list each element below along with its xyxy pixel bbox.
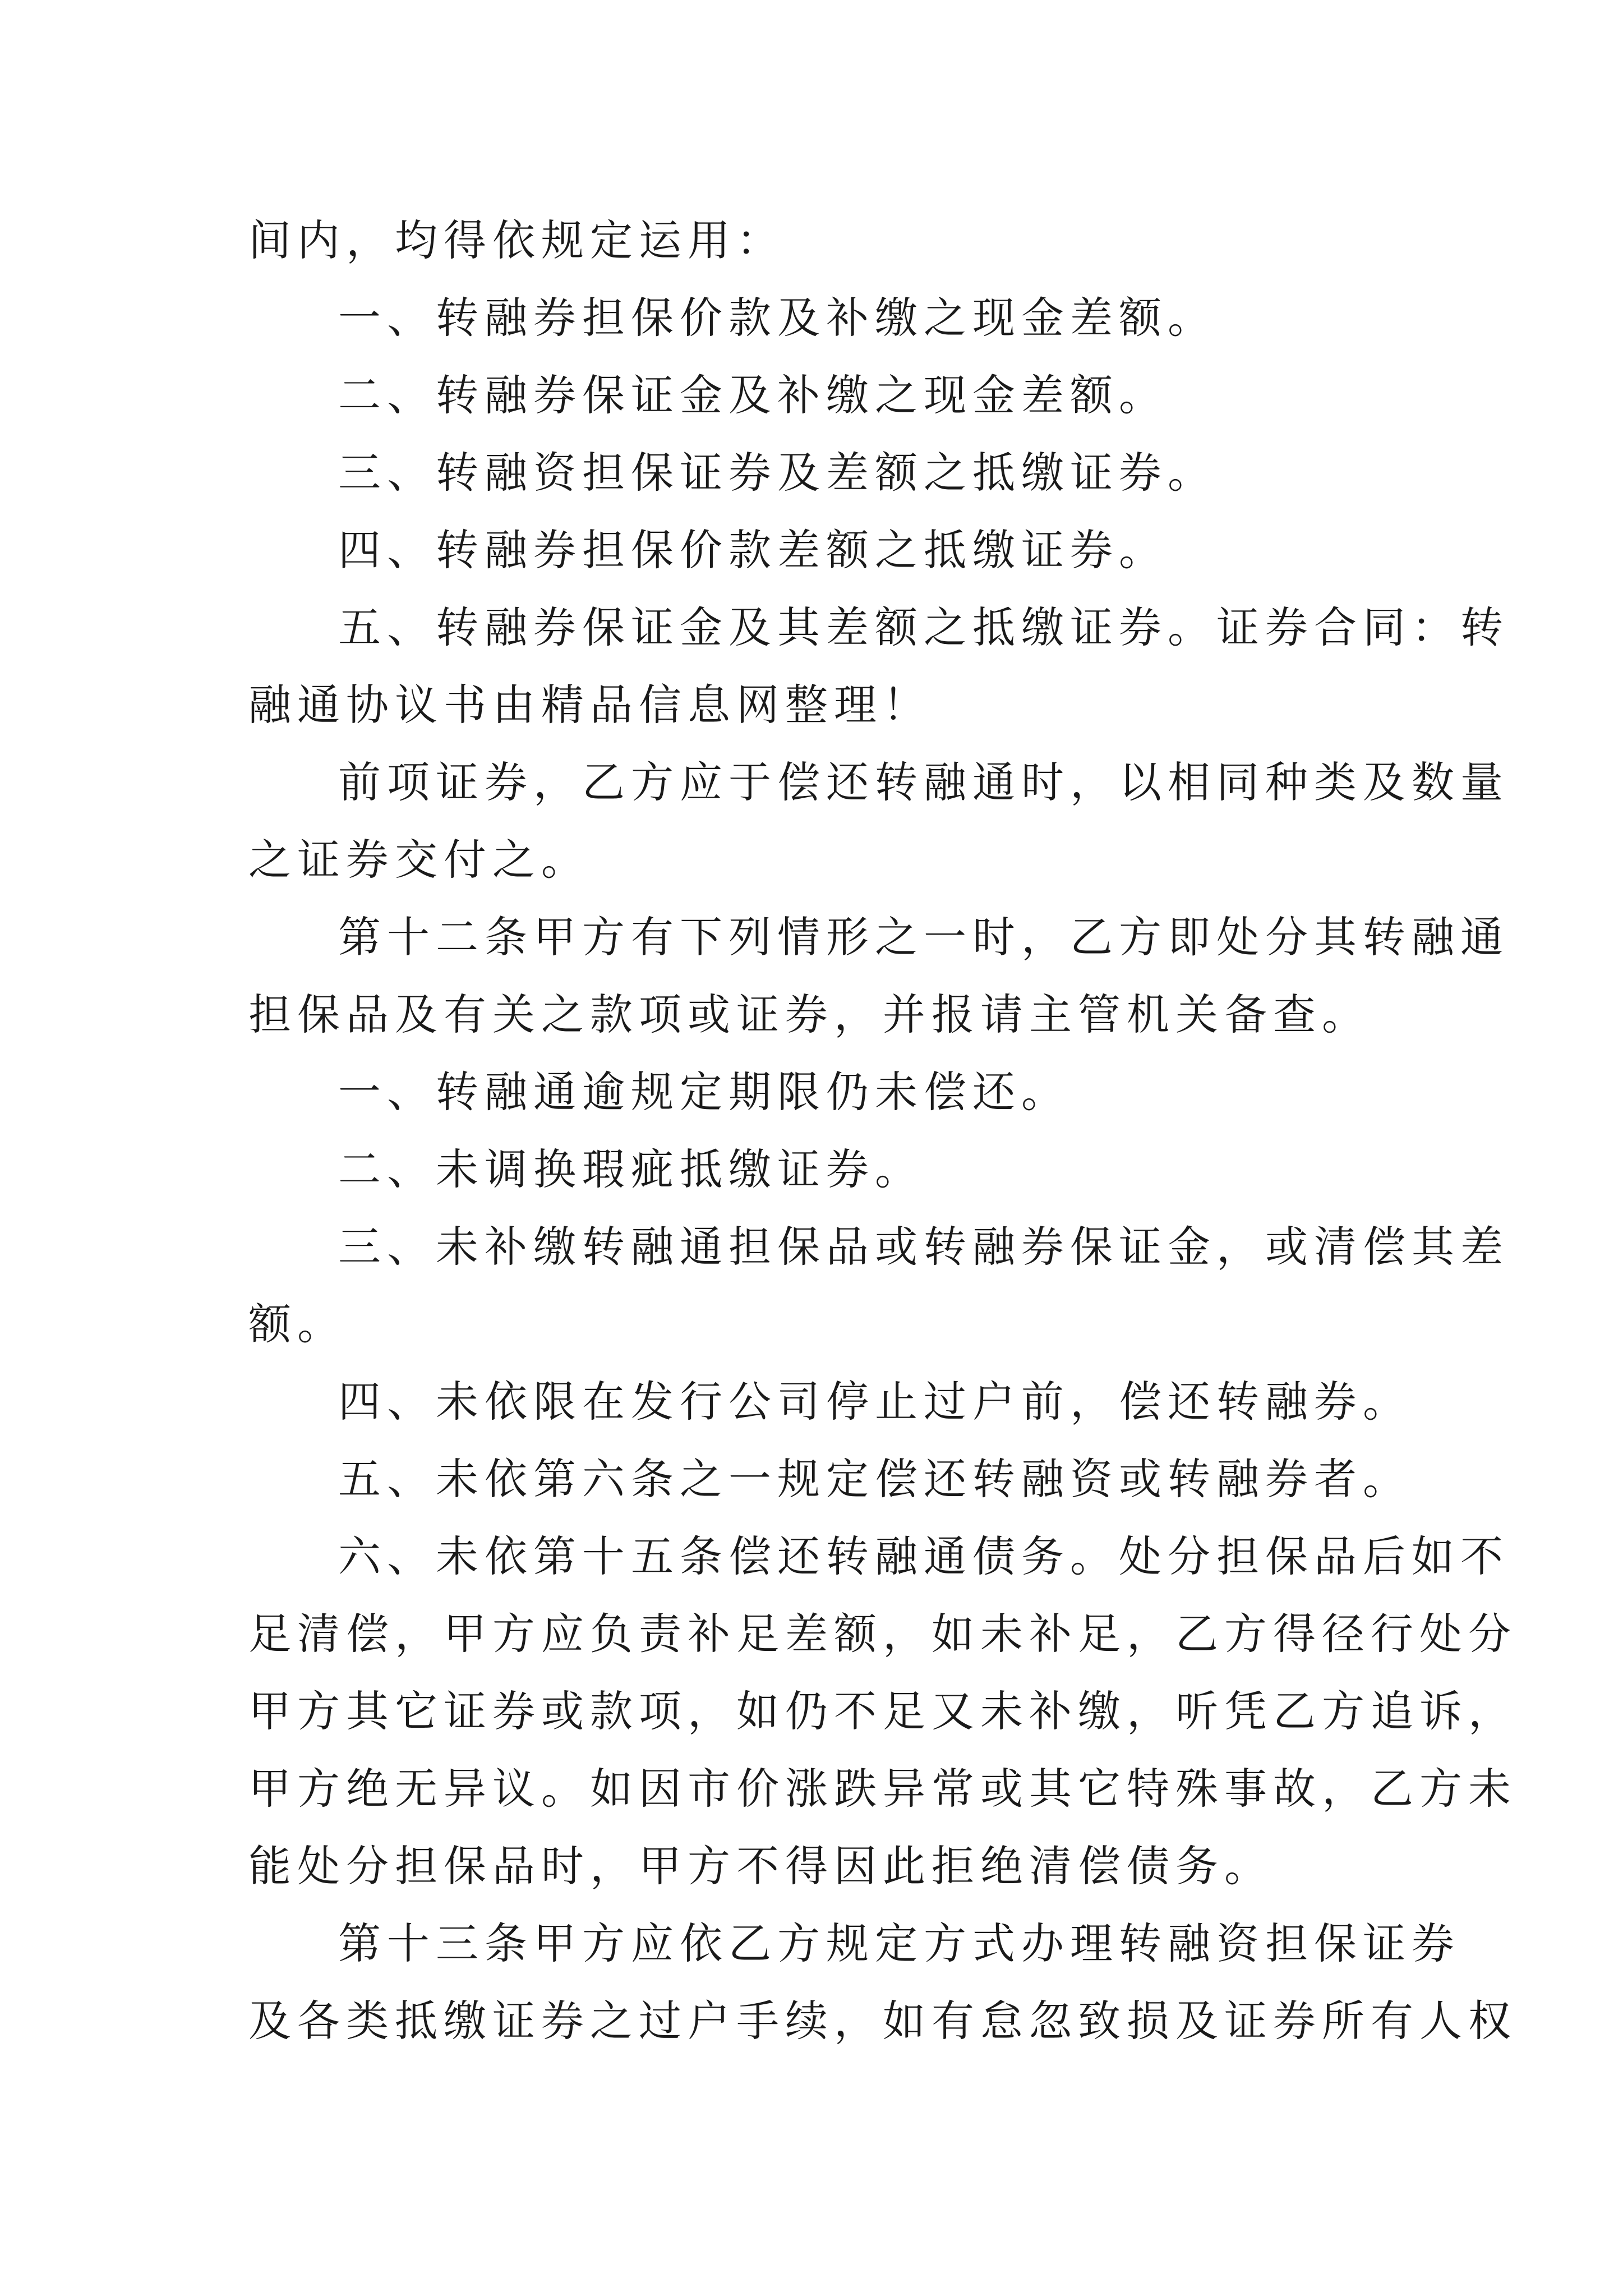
text-line: 足清偿，甲方应负责补足差额，如未补足，乙方得径行处分 [248,1609,1517,1659]
text-line: 五、转融券保证金及其差额之抵缴证券。证券合同：转 [338,602,1509,652]
text-line: 二、未调换瑕疵抵缴证券。 [338,1144,924,1194]
document-body [248,202,1517,2060]
text-line: 及各类抵缴证券之过户手续，如有怠忽致损及证券所有人权 [248,1996,1517,2046]
text-line: 四、未依限在发行公司停止过户前，偿还转融券。 [338,1377,1412,1427]
text-line: 三、未补缴转融通担保品或转融券保证金，或清偿其差 [338,1222,1509,1272]
text-line: 二、转融券保证金及补缴之现金差额。 [338,370,1168,420]
text-line: 间内，均得依规定运用： [248,215,785,265]
text-line: 之证券交付之。 [248,835,590,885]
text-line: 甲方其它证券或款项，如仍不足又未补缴，听凭乙方追诉， [248,1686,1517,1736]
text-line: 五、未依第六条之一规定偿还转融资或转融券者。 [338,1454,1412,1504]
text-line: 一、转融通逾规定期限仍未偿还。 [338,1067,1070,1117]
text-line: 能处分担保品时，甲方不得因此拒绝清偿债务。 [248,1841,1273,1891]
text-line: 第十三条甲方应依乙方规定方式办理转融资担保证券 [338,1918,1460,1968]
text-line: 第十二条甲方有下列情形之一时，乙方即处分其转融通 [338,912,1509,962]
text-line: 额。 [248,1299,346,1349]
text-line: 三、转融资担保证券及差额之抵缴证券。 [338,448,1216,498]
text-line: 甲方绝无异议。如因市价涨跌异常或其它特殊事故，乙方未 [248,1764,1517,1814]
text-line: 前项证券，乙方应于偿还转融通时，以相同种类及数量 [338,757,1509,807]
text-line: 担保品及有关之款项或证券，并报请主管机关备查。 [248,990,1371,1039]
text-line: 一、转融券担保价款及补缴之现金差额。 [338,293,1216,343]
text-line: 四、转融券担保价款差额之抵缴证券。 [338,525,1168,575]
text-line: 六、未依第十五条偿还转融通债务。处分担保品后如不 [338,1531,1509,1581]
text-line: 融通协议书由精品信息网整理！ [248,680,932,730]
